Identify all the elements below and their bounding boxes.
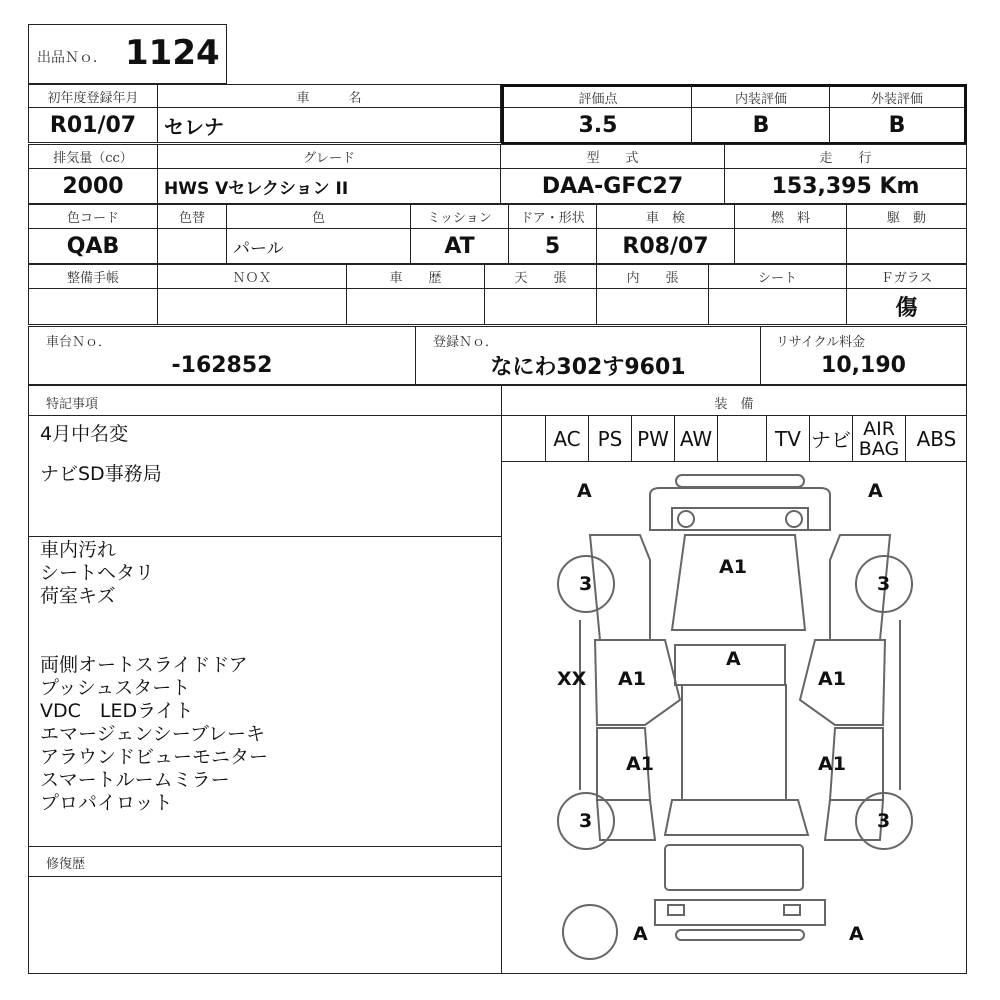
note-line: スマートルームミラー	[40, 769, 230, 791]
spare-tire	[563, 905, 617, 959]
mark-wheel-rear-right: 3	[877, 810, 891, 832]
note-spacer	[40, 608, 268, 654]
front-glass-label: Ｆガラス	[846, 264, 967, 289]
mark-roof: A	[726, 648, 741, 670]
repair-history-label: 修復歴	[46, 856, 86, 872]
drive-label: 駆 動	[846, 204, 967, 229]
maintenance-value	[28, 288, 158, 325]
mark-right-rear-door: A1	[818, 753, 846, 775]
nox-value	[157, 288, 347, 325]
equipment-ac: AC	[545, 416, 588, 461]
note-line: ナビSD事務局	[40, 463, 162, 485]
note-line: エマージェンシーブレーキ	[40, 723, 266, 745]
left-front-fender	[590, 535, 650, 640]
roof	[682, 685, 786, 800]
front-bumper	[676, 475, 804, 487]
door-label: ドア・形状	[508, 204, 597, 229]
drive-value	[846, 228, 967, 264]
maintenance-label: 整備手帳	[28, 264, 158, 289]
note-line: シートヘタリ	[40, 562, 155, 584]
mark-left-rear-door: A1	[626, 753, 654, 775]
notes-detail-list	[40, 539, 268, 815]
right-rear-quarter	[825, 800, 883, 840]
car-diagram	[501, 462, 967, 974]
displacement-label: 排気量（cc）	[28, 144, 158, 169]
model-label: 型 式	[500, 144, 725, 169]
model-value: DAA-GFC27	[500, 168, 725, 204]
displacement-value: 2000	[28, 168, 158, 204]
fuel-value	[734, 228, 847, 264]
notes-label: 特記事項	[46, 396, 99, 412]
chassis-value: -162852	[171, 352, 273, 378]
mark-rear-left-corner: A	[633, 923, 648, 945]
note-line: プッシュスタート	[40, 677, 191, 699]
color-code-label: 色コード	[28, 204, 158, 229]
equipment-label: 装 備	[714, 396, 754, 412]
note-line: 車内汚れ	[40, 539, 117, 561]
headlight-left	[678, 511, 694, 527]
interior-value: B	[752, 112, 770, 138]
equipment-blank-2	[717, 416, 766, 461]
recycle-value: 10,190	[821, 352, 906, 378]
registration-value: なにわ302す9601	[490, 354, 686, 380]
note-line: 荷室キズ	[40, 585, 116, 607]
mileage-value: 153,395 Km	[724, 168, 967, 204]
headlight-right	[786, 511, 802, 527]
seat-value	[708, 288, 847, 325]
seat-label: シート	[708, 264, 847, 289]
exterior-label: 外装評価	[870, 91, 923, 107]
equipment-abs: ABS	[905, 416, 967, 461]
grille	[672, 508, 808, 530]
mileage-label: 走 行	[724, 144, 967, 169]
lot-number: 1124	[125, 33, 220, 73]
mark-left-front-door: A1	[618, 668, 646, 690]
equipment-pw: PW	[631, 416, 674, 461]
first-registration-value: R01/07	[28, 107, 158, 143]
mark-wheel-rear-left: 3	[579, 810, 593, 832]
front-glass-value: 傷	[846, 288, 967, 325]
first-registration-label: 初年度登録年月	[28, 84, 158, 108]
equipment-aw: AW	[674, 416, 717, 461]
roof-lining-label: 天 張	[484, 264, 597, 289]
grade-label: グレード	[157, 144, 501, 169]
nox-label: ＮＯＸ	[157, 264, 347, 289]
mark-right-front-door: A1	[818, 668, 846, 690]
mark-wheel-front-left: 3	[579, 573, 593, 595]
inspection-label: 車 検	[596, 204, 735, 229]
hood	[672, 535, 805, 630]
equipment-row	[501, 416, 967, 461]
note-line: VDC LEDライト	[40, 700, 194, 722]
history-label: 車 歴	[346, 264, 485, 289]
rear-step	[676, 930, 804, 940]
color-change-value	[157, 228, 227, 264]
exterior-value: B	[888, 112, 906, 138]
equipment-tv: TV	[766, 416, 809, 461]
equipment-navi: ナビ	[809, 416, 852, 461]
mark-left-side: XX	[557, 668, 587, 690]
car-name-value: セレナ	[157, 107, 501, 143]
rear-light-left	[668, 905, 684, 915]
mark-rear-right-corner: A	[849, 923, 864, 945]
mark-windshield: A1	[719, 556, 747, 578]
lot-label: 出品Ｎｏ．	[37, 50, 107, 66]
mark-front-left-corner: A	[577, 480, 592, 502]
car-name-label: 車 名	[157, 84, 501, 108]
fuel-label: 燃 料	[734, 204, 847, 229]
color-label: 色	[226, 204, 411, 229]
door-value: 5	[508, 228, 597, 264]
history-value	[346, 288, 485, 325]
note-line: プロパイロット	[40, 792, 173, 814]
left-rear-quarter	[597, 800, 655, 840]
score-label: 評価点	[578, 91, 618, 107]
note-line: 4月中名変	[40, 423, 129, 445]
equipment-airbag-bottom: BAG	[858, 437, 900, 460]
roof-lining-value	[484, 288, 597, 325]
mark-front-right-corner: A	[868, 480, 883, 502]
color-value: パール	[226, 228, 411, 264]
grade-value: HWS Vセレクション II	[157, 168, 501, 204]
color-change-label: 色替	[157, 204, 227, 229]
inner-lining-label: 内 張	[596, 264, 709, 289]
mission-label: ミッション	[410, 204, 509, 229]
mission-value: AT	[410, 228, 509, 264]
equipment-airbag-top: AIR	[863, 417, 895, 440]
equipment-ps: PS	[588, 416, 631, 461]
interior-label: 内装評価	[734, 91, 787, 107]
rear-window	[665, 800, 808, 835]
chassis-label: 車台Ｎｏ．	[46, 334, 112, 350]
note-line: 両側オートスライドドア	[40, 654, 248, 676]
score-value: 3.5	[578, 112, 618, 138]
lot-number-box	[28, 24, 227, 84]
note-line: アラウンドビューモニター	[40, 746, 269, 768]
tailgate	[665, 845, 803, 890]
inspection-value: R08/07	[596, 228, 735, 264]
equipment-blank	[501, 416, 545, 461]
color-code-value: QAB	[28, 228, 158, 264]
recycle-label: リサイクル料金	[776, 334, 866, 350]
inner-lining-value	[596, 288, 709, 325]
mark-wheel-front-right: 3	[877, 573, 891, 595]
rear-light-right	[784, 905, 800, 915]
registration-label: 登録Ｎｏ．	[433, 334, 499, 350]
equipment-airbag	[852, 416, 905, 461]
